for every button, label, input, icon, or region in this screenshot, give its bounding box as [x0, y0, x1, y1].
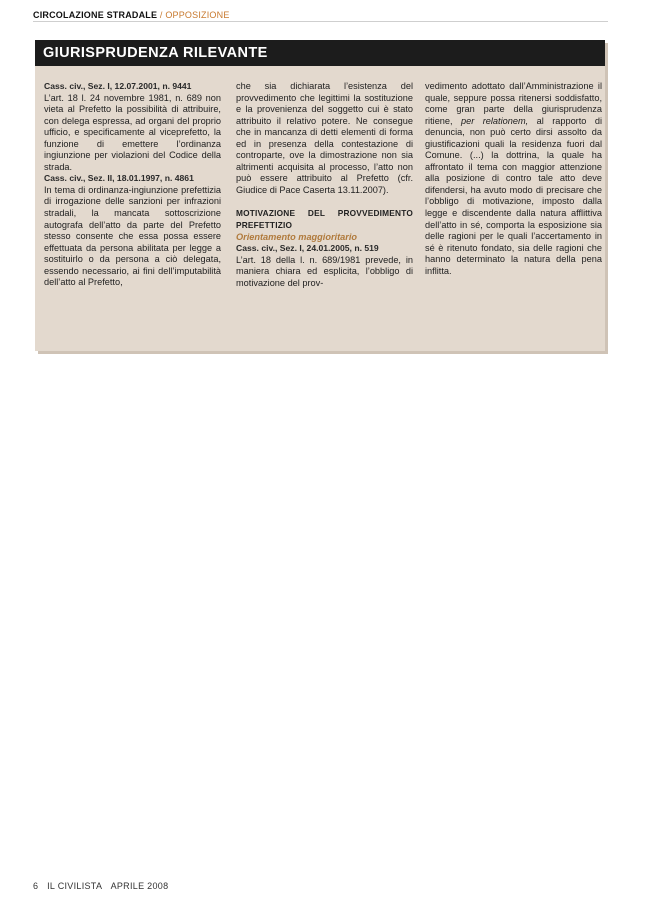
subsection-label: OPPOSIZIONE: [165, 10, 230, 20]
header-separator: /: [159, 10, 163, 20]
running-header: [33, 10, 230, 20]
ruling-text-part: vedimento adottato dall’Amministrazione il quale, seppure possa ritenersi soddisfatto, come gran parte della giurisprudenza ritiene,: [425, 81, 602, 126]
ruling-text: L’art. 18 della l. n. 689/1981 prevede, in maniera chiara ed esplicita, l’obbligo di motivazione del prov-: [236, 254, 413, 288]
ruling-text: [425, 81, 602, 277]
orientation-label: Orientamento maggioritario: [236, 231, 357, 242]
column-1: [44, 81, 221, 289]
box-title: GIURISPRUDENZA RILEVANTE: [35, 40, 605, 66]
citation: Cass. civ., Sez. I, 12.07.2001, n. 9441: [44, 81, 192, 91]
issue-date: APRILE 2008: [110, 881, 169, 891]
citation: Cass. civ., Sez. II, 18.01.1997, n. 4861: [44, 173, 194, 184]
column-2: [236, 81, 413, 289]
magazine-name: IL CIVILISTA: [47, 881, 103, 891]
ruling-text: L’art. 18 l. 24 novembre 1981, n. 689 non vieta al Prefetto la possibilità di attribuire, con delega espressa, ad organi del proprio ufficio, e specificamente al viceprefetto, la funzione di emettere l’ordinanza ingiunzione per violazioni del Codice della strada.: [44, 92, 221, 172]
subheading: MOTIVAZIONE DEL PROVVEDIMENTO PREFETTIZIO: [236, 208, 413, 231]
ruling-text-part: al rapporto di denuncia, non può certo dirsi assolto da giustificazioni quali la residenza fuori dal Comune. (...) la dottrina, la quale ha affrontato il tema con maggior attenzione alla posizione di contro tale atto deve difendersi, ha avuto modo di precisare che l’obbligo di motivazione, imposto dalla legge e discendente dalla natura afflittiva dell’atto in sé, comporta la esposizione sia delle ragioni per le quali l’accertamento in sé è ritenuto fondato, sia delle ragioni che hanno determinato la natura della pena inflitta.: [425, 115, 602, 276]
column-3: [425, 81, 602, 277]
ruling-text: che sia dichiarata l’esistenza del provvedimento che legittimi la sostituzione e la provenienza del soggetto cui è stato attribuito il relativo potere. Ne consegue che in mancanza di detti elementi di forma ed in presenza della contestazione di controparte, ove la dimostrazione non sia altrimenti acquisita al processo, l’atto non può essere attribuito al Prefetto (cfr. Giudice di Pace Caserta 13.11.2007).: [236, 81, 413, 195]
latin-phrase: per relationem,: [461, 115, 529, 126]
citation: Cass. civ., Sez. I, 24.01.2005, n. 519: [236, 243, 379, 254]
header-rule: [33, 21, 608, 22]
ruling-text: In tema di ordinanza-ingiunzione prefettizia di irrogazione delle sanzioni per infrazioni stradali, la mancata sottoscrizione autografa dell’atto da parte del Prefetto stesso consente che essa possa essere effettuata da persona abilitata per legge a sostituirlo o da persona a ciò delegata, essendo necessario, ai fini dell’imputabilità dell’atto al Prefetto,: [44, 184, 221, 288]
jurisprudence-box: [35, 40, 605, 351]
page-number: 6: [33, 881, 39, 891]
section-label: CIRCOLAZIONE STRADALE: [33, 10, 158, 20]
page-footer: [33, 881, 174, 891]
